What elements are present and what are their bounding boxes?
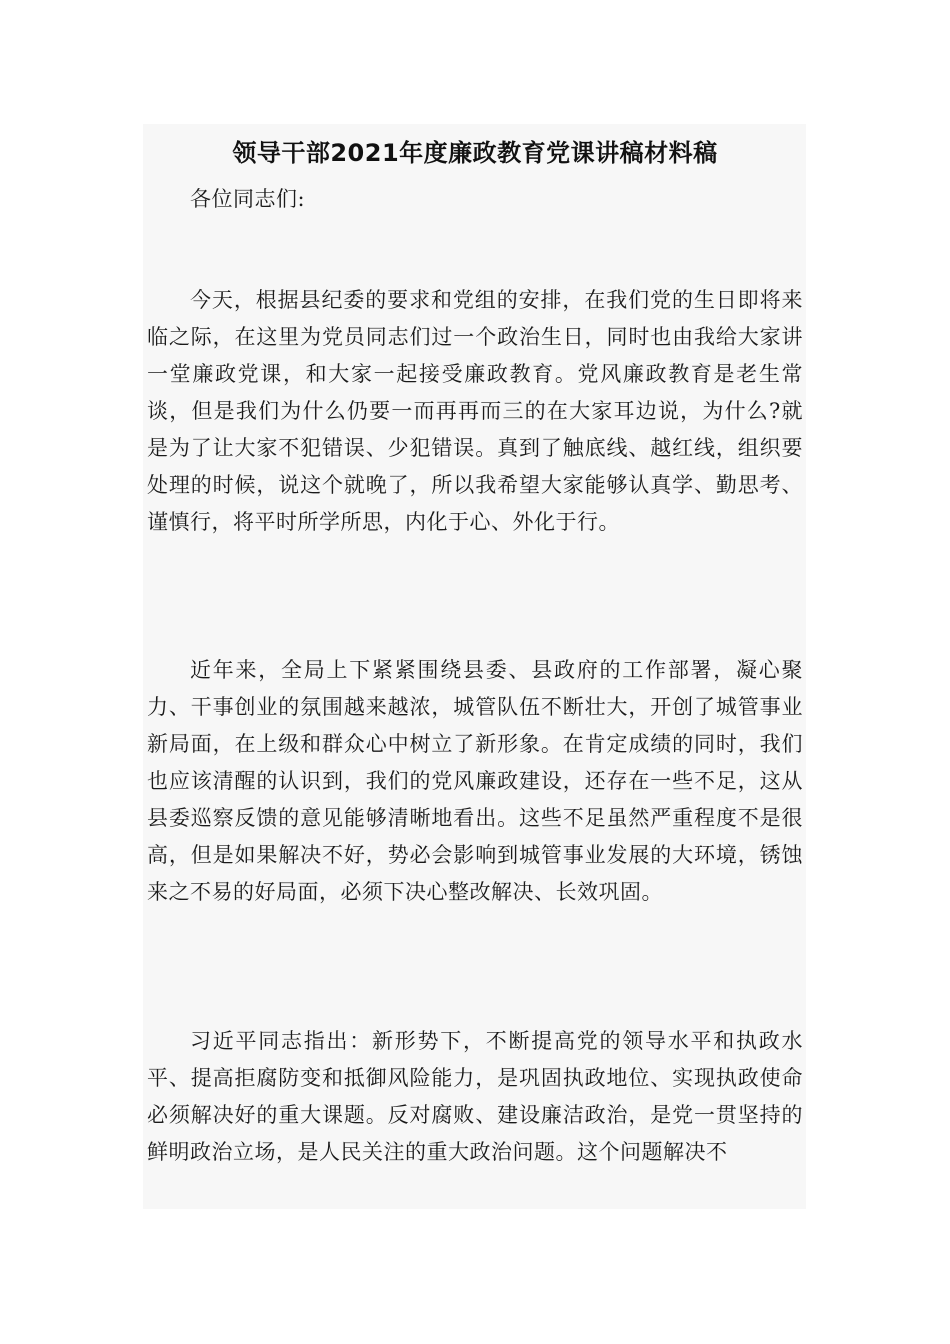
document-title: 领导干部2021年度廉政教育党课讲稿材料稿 [232, 139, 718, 167]
paragraph-1: 今天，根据县纪委的要求和党组的安排，在我们党的生日即将来临之际，在这里为党员同志们过一个政治生日，同时也由我给大家讲一堂廉政党课，和大家一起接受廉政教育。党风廉政教育是老生常谈，但是我们为什么仍要一而再再而三的在大家耳边说，为什么?就是为了让大家不犯错误、少犯错误。真到了触底线、越红线，组织要处理的时候，说这个就晚了，所以我希望大家能够认真学、勤思考、谨慎行，将平时所学所思，内化于心、外化于行。 [147, 288, 803, 534]
paragraph-3: 习近平同志指出：新形势下，不断提高党的领导水平和执政水平、提高拒腐防变和抵御风险能力，是巩固执政地位、实现执政使命必须解决好的重大课题。反对腐败、建设廉洁政治，是党一贯坚持的鲜明政治立场，是人民关注的重大政治问题。这个问题解决不 [147, 1029, 803, 1164]
salutation: 各位同志们: [190, 187, 306, 211]
paragraph-2: 近年来，全局上下紧紧围绕县委、县政府的工作部署，凝心聚力、干事创业的氛围越来越浓，城管队伍不断壮大，开创了城管事业新局面，在上级和群众心中树立了新形象。在肯定成绩的同时，我们也应该清醒的认识到，我们的党风廉政建设，还存在一些不足，这从县委巡察反馈的意见能够清晰地看出。这些不足虽然严重程度不是很高，但是如果解决不好，势必会影响到城管事业发展的大环境，锈蚀来之不易的好局面，必须下决心整改解决、长效巩固。 [147, 658, 803, 904]
